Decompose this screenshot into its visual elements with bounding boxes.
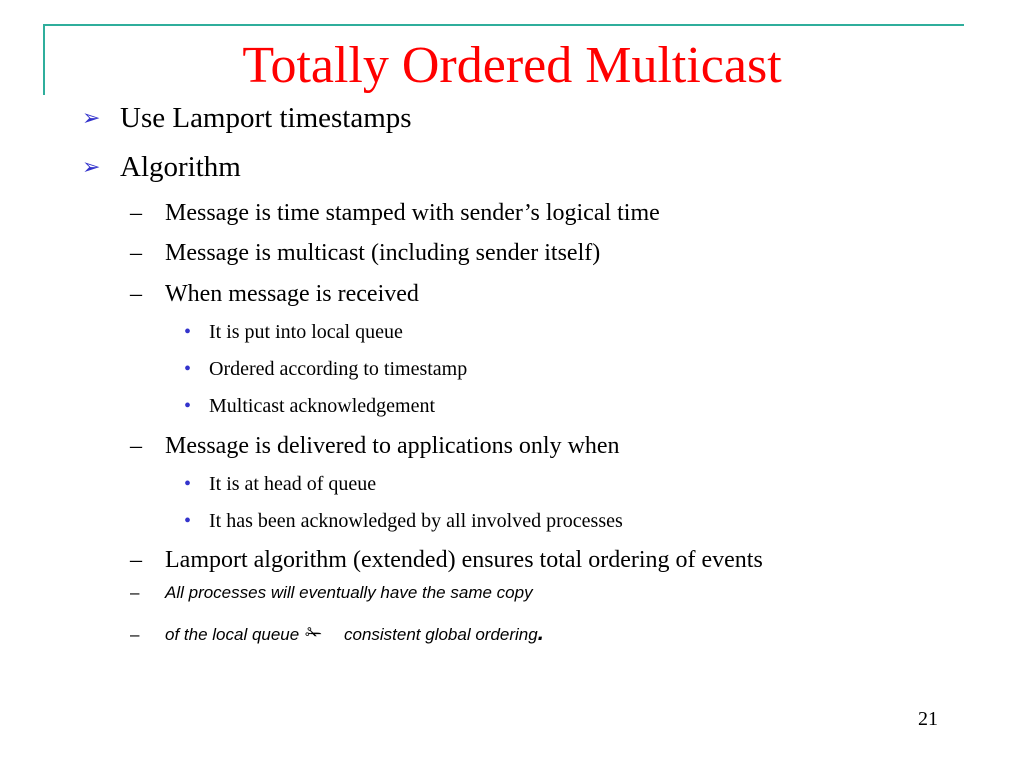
arrow-bullet-icon: ➢ [82,154,101,179]
sub-sub-bullet-text: Ordered according to timestamp [209,358,468,380]
sub-sub-bullet-item [184,471,376,497]
sub-sub-bullet-text: It has been acknowledged by all involved processes [209,510,623,532]
sub-sub-bullet-item [184,319,403,345]
decorative-top-line [43,24,964,26]
dash-bullet: – [130,281,142,307]
sub-bullet-item [130,238,600,268]
sub-sub-bullet-text: It is at head of queue [209,473,377,495]
sub-bullet-text: When message is received [165,281,419,307]
scissors-icon: ✁ [305,623,322,645]
note-item [130,622,544,646]
sub-bullet-text: Message is multicast (including sender itself) [165,240,601,266]
note-text: of the local queue [165,625,300,644]
dash-bullet: – [130,200,142,226]
sub-sub-bullet-item [184,393,435,419]
arrow-bullet-icon: ➢ [82,105,101,130]
sub-bullet-text: Lamport algorithm (extended) ensures total ordering of events [165,547,763,573]
bullet-text: Algorithm [120,151,241,183]
dot-bullet: • [184,321,192,343]
sub-bullet-item [130,431,620,461]
page-number: 21 [918,708,938,730]
sub-sub-bullet-item [184,508,623,534]
note-text-continued: consistent global ordering [343,625,538,644]
bullet-item [82,101,412,135]
bullet-text: Use Lamport timestamps [120,102,412,134]
sub-bullet-item [130,545,763,575]
sub-bullet-item [130,198,660,228]
dot-bullet: • [184,510,192,532]
slide-title: Totally Ordered Multicast [242,37,782,94]
dash-bullet: – [130,625,140,644]
dash-bullet: – [130,547,142,573]
note-text: All processes will eventually have the same copy [165,583,533,602]
sub-sub-bullet-text: It is put into local queue [209,321,403,343]
dot-bullet: • [184,358,192,380]
dash-bullet: – [130,433,142,459]
note-item [130,582,533,604]
bullet-item [82,150,241,184]
note-period: . [537,620,544,645]
sub-bullet-item [130,279,419,309]
dash-bullet: – [130,583,140,602]
sub-bullet-text: Message is delivered to applications only when [165,433,620,459]
sub-sub-bullet-text: Multicast acknowledgement [209,395,436,417]
dash-bullet: – [130,240,142,266]
dot-bullet: • [184,473,192,495]
dot-bullet: • [184,395,192,417]
sub-bullet-text: Message is time stamped with sender’s logical time [165,200,660,226]
sub-sub-bullet-item [184,356,467,382]
